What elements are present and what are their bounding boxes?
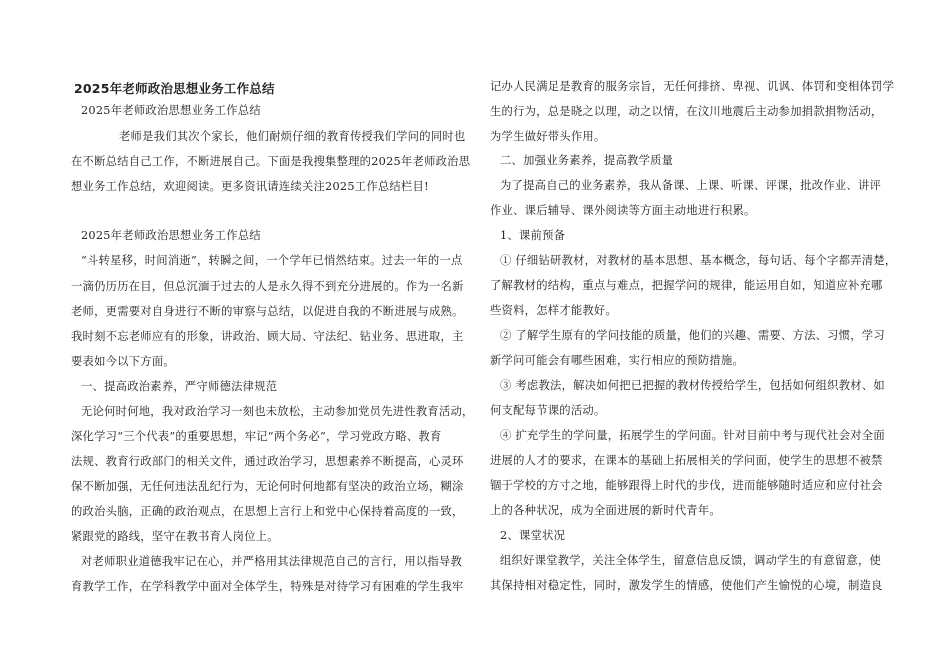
text-line: 为了提高自己的业务素养，我从备课、上课、听课、评课，批改作业、讲评 bbox=[500, 179, 882, 192]
text-line: 进展的人才的要求，在课本的基础上拓展相关的学问面，使学生的思想不被禁 bbox=[490, 454, 883, 467]
text-line: 为学生做好带头作用。 bbox=[490, 130, 606, 143]
text-line: 组织好课堂教学，关注全体学生，留意信息反馈，调动学生的有意留意，使 bbox=[500, 554, 882, 567]
text-line: 其保持相对稳定性，同时，激发学生的情感，使他们产生愉悦的心境，制造良 bbox=[490, 579, 883, 592]
text-line: 老师，更需要对自身进行不断的审察与总结，以促进自我的不断进展与成熟。 bbox=[71, 305, 464, 318]
text-line: 上的各种状况，成为全面进展的新时代青年。 bbox=[490, 504, 721, 517]
text-line: 记办人民满足是教育的服务宗旨，无任何排挤、卑视、讥讽、体罚和变相体罚学 bbox=[490, 80, 895, 93]
text-line: 保不断加强，无任何违法乱纪行为，无论何时何地都有坚决的政治立场，糊涂 bbox=[71, 480, 464, 493]
text-line: ① 仔细钻研教材，对教材的基本思想、基本概念，每句话、每个字都弄清楚， bbox=[500, 254, 897, 267]
text-line: 2025年老师政治思想业务工作总结 bbox=[81, 104, 261, 117]
document-title: 2025年老师政治思想业务工作总结 bbox=[74, 81, 275, 96]
text-line: 在不断总结自己工作，不断进展自己。下面是我搜集整理的2025年老师政治思 bbox=[71, 155, 471, 168]
subsection-heading: 1、课前预备 bbox=[500, 229, 566, 242]
text-line: 了解教材的结构，重点与难点，把握学问的规律，能运用自如，知道应补充哪 bbox=[490, 279, 883, 292]
text-line: “斗转星移，时间消逝”，转瞬之间，一个学年已悄然结束。过去一年的一点 bbox=[81, 254, 463, 267]
text-line: ② 了解学生原有的学问技能的质量，他们的兴趣、需要、方法、习惯，学习 bbox=[500, 329, 885, 342]
text-line: 一滴仍历历在目，但总沉湎于过去的人是永久得不到充分进展的。作为一名新 bbox=[71, 280, 464, 293]
section-heading: 二、加强业务素养，提高教学质量 bbox=[500, 154, 674, 167]
subsection-heading: 2、课堂状况 bbox=[500, 529, 566, 542]
text-line: 新学问可能会有哪些困难，实行相应的预防措施。 bbox=[490, 354, 745, 367]
text-line: 些资料，怎样才能教好。 bbox=[490, 304, 618, 317]
text-line: 作业、课后辅导、课外阅读等方面主动地进行积累。 bbox=[490, 204, 756, 217]
text-line: 无论何时何地，我对政治学习一刻也未放松，主动参加党员先进性教育活动， bbox=[81, 405, 474, 418]
section-heading: 一、提高政治素养，严守师德法律规范 bbox=[81, 380, 278, 393]
text-line: 法规、教育行政部门的相关文件，通过政治学习，思想素养不断提高，心灵环 bbox=[71, 455, 464, 468]
text-line: 的政治头脑，正确的政治观点，在思想上言行上和党中心保持着高度的一致， bbox=[71, 505, 464, 518]
text-line: 想业务工作总结，欢迎阅读。更多资讯请连续关注2025工作总结栏目! bbox=[71, 180, 429, 193]
text-line: 我时刻不忘老师应有的形象，讲政治、顾大局、守法纪、钻业务、思进取，主 bbox=[71, 330, 464, 343]
text-line: 老师是我们其次个家长，他们耐烦仔细的教育传授我们学问的同时也 bbox=[119, 130, 466, 143]
text-line: 对老师职业道德我牢记在心，并严格用其法律规范自己的言行，用以指导教 bbox=[81, 555, 463, 568]
text-line: 2025年老师政治思想业务工作总结 bbox=[81, 229, 261, 242]
text-line: 生的行为，总是晓之以理，动之以情，在汶川地震后主动参加捐款捐物活动， bbox=[490, 105, 883, 118]
text-line: ④ 扩充学生的学问量，拓展学生的学问面。针对目前中考与现代社会对全面 bbox=[500, 429, 885, 442]
text-line: 紧跟党的路线，坚守在教书育人岗位上。 bbox=[71, 530, 279, 543]
text-line: ③ 考虑教法，解决如何把已把握的教材传授给学生，包括如何组织教材、如 bbox=[500, 379, 885, 392]
text-line: 何支配每节课的活动。 bbox=[490, 404, 606, 417]
text-line: 深化学习“三个代表”的重要思想，牢记“两个务必”，学习党政方略、教育 bbox=[71, 430, 442, 443]
text-line: 锢于学校的方寸之地，能够跟得上时代的步伐，进而能够随时适应和应付社会 bbox=[490, 479, 883, 492]
text-line: 育教学工作，在学科教学中面对全体学生，特殊是对待学习有困难的学生我牢 bbox=[71, 580, 464, 593]
text-line: 要表如今以下方面。 bbox=[71, 355, 175, 368]
